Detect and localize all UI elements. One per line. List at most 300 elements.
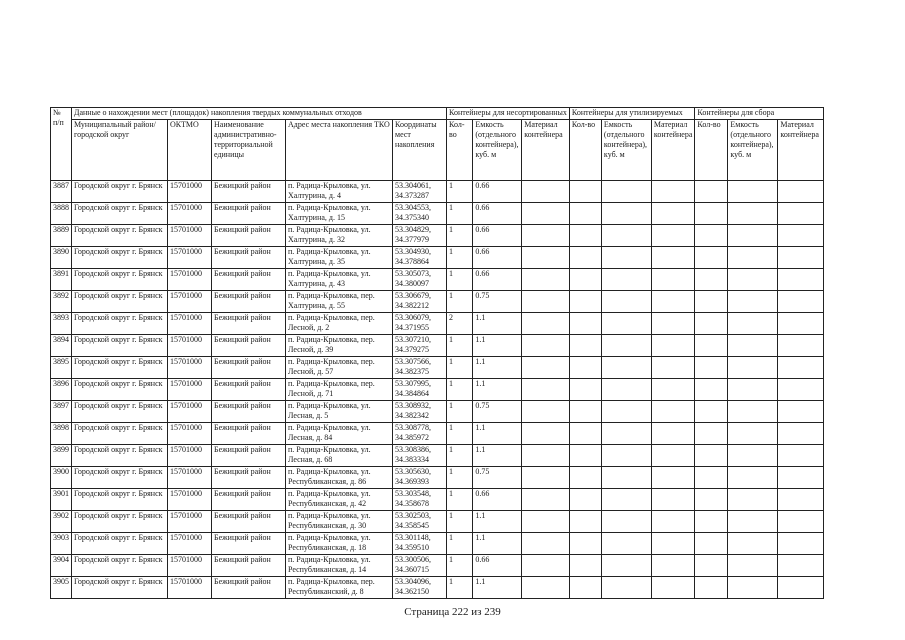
cell-empty (569, 445, 601, 467)
header-capacity: Емкость (отдельного контейнера), куб. м (473, 120, 522, 181)
cell-empty (695, 181, 728, 203)
cell-empty (569, 401, 601, 423)
cell-empty (601, 181, 651, 203)
cell-coords: 53.305630, 34.369393 (393, 467, 447, 489)
cell-empty (728, 423, 778, 445)
cell-empty (601, 225, 651, 247)
cell-count: 1 (447, 401, 473, 423)
cell-empty (651, 577, 694, 599)
cell-district: Городской округ г. Брянск (72, 467, 168, 489)
table-row (51, 181, 824, 203)
cell-empty (601, 401, 651, 423)
cell-empty (651, 489, 694, 511)
cell-coords: 53.305073, 34.380097 (393, 269, 447, 291)
table-row (51, 577, 824, 599)
table-row (51, 247, 824, 269)
cell-oktmo: 15701000 (168, 489, 212, 511)
cell-oktmo: 15701000 (168, 357, 212, 379)
cell-empty (522, 225, 570, 247)
cell-empty (695, 445, 728, 467)
cell-count: 1 (447, 533, 473, 555)
cell-count: 1 (447, 555, 473, 577)
cell-district: Городской округ г. Брянск (72, 225, 168, 247)
cell-district: Городской округ г. Брянск (72, 555, 168, 577)
cell-num: 3903 (51, 533, 72, 555)
cell-num: 3892 (51, 291, 72, 313)
cell-oktmo: 15701000 (168, 225, 212, 247)
cell-empty (522, 357, 570, 379)
cell-oktmo: 15701000 (168, 181, 212, 203)
cell-empty (728, 511, 778, 533)
cell-count: 1 (447, 489, 473, 511)
cell-empty (522, 291, 570, 313)
cell-capacity: 0.66 (473, 555, 522, 577)
cell-empty (601, 357, 651, 379)
cell-empty (522, 269, 570, 291)
cell-empty (651, 291, 694, 313)
cell-coords: 53.308932, 34.382342 (393, 401, 447, 423)
cell-empty (695, 335, 728, 357)
cell-empty (601, 313, 651, 335)
cell-empty (569, 467, 601, 489)
cell-oktmo: 15701000 (168, 445, 212, 467)
table-row (51, 445, 824, 467)
cell-empty (569, 555, 601, 577)
cell-address: п. Радица-Крыловка, пер. Лесной, д. 71 (286, 379, 393, 401)
cell-num: 3888 (51, 203, 72, 225)
cell-empty (778, 225, 824, 247)
cell-num: 3905 (51, 577, 72, 599)
cell-empty (695, 423, 728, 445)
cell-empty (695, 203, 728, 225)
cell-address: п. Радица-Крыловка, ул. Республиканская, д. 42 (286, 489, 393, 511)
cell-empty (695, 401, 728, 423)
cell-empty (728, 181, 778, 203)
cell-district: Городской округ г. Брянск (72, 379, 168, 401)
cell-district: Городской округ г. Брянск (72, 313, 168, 335)
cell-empty (569, 313, 601, 335)
cell-empty (695, 533, 728, 555)
cell-empty (601, 423, 651, 445)
cell-empty (778, 533, 824, 555)
cell-empty (728, 577, 778, 599)
cell-empty (522, 247, 570, 269)
header-oktmo: ОКТМО (168, 120, 212, 181)
cell-empty (522, 577, 570, 599)
cell-capacity: 0.75 (473, 401, 522, 423)
cell-count: 1 (447, 357, 473, 379)
cell-empty (651, 467, 694, 489)
cell-empty (651, 357, 694, 379)
cell-oktmo: 15701000 (168, 247, 212, 269)
cell-capacity: 0.75 (473, 291, 522, 313)
cell-oktmo: 15701000 (168, 467, 212, 489)
cell-empty (601, 489, 651, 511)
cell-count: 1 (447, 269, 473, 291)
cell-address: п. Радица-Крыловка, пер. Лесной, д. 2 (286, 313, 393, 335)
cell-empty (728, 269, 778, 291)
cell-empty (778, 379, 824, 401)
cell-district: Городской округ г. Брянск (72, 489, 168, 511)
cell-count: 1 (447, 423, 473, 445)
cell-admin: Бежицкий район (212, 489, 286, 511)
cell-oktmo: 15701000 (168, 313, 212, 335)
header-capacity-3: Емкость (отдельного контейнера), куб. м (728, 120, 778, 181)
cell-oktmo: 15701000 (168, 577, 212, 599)
cell-empty (522, 203, 570, 225)
cell-num: 3901 (51, 489, 72, 511)
cell-empty (569, 269, 601, 291)
cell-oktmo: 15701000 (168, 203, 212, 225)
cell-empty (728, 357, 778, 379)
cell-district: Городской округ г. Брянск (72, 533, 168, 555)
cell-empty (601, 511, 651, 533)
cell-empty (778, 181, 824, 203)
cell-empty (601, 533, 651, 555)
cell-empty (651, 335, 694, 357)
cell-empty (601, 269, 651, 291)
header-admin: Наименование административно-территориальной единицы (212, 120, 286, 181)
cell-empty (728, 313, 778, 335)
cell-address: п. Радица-Крыловка, пер. Лесной, д. 57 (286, 357, 393, 379)
cell-address: п. Радица-Крыловка, ул. Республиканская, д. 18 (286, 533, 393, 555)
cell-count: 1 (447, 225, 473, 247)
cell-capacity: 1.1 (473, 357, 522, 379)
cell-capacity: 0.66 (473, 247, 522, 269)
cell-empty (569, 379, 601, 401)
cell-district: Городской округ г. Брянск (72, 335, 168, 357)
cell-district: Городской округ г. Брянск (72, 401, 168, 423)
cell-coords: 53.307210, 34.379275 (393, 335, 447, 357)
cell-coords: 53.304061, 34.373287 (393, 181, 447, 203)
cell-num: 3894 (51, 335, 72, 357)
cell-address: п. Радица-Крыловка, ул. Республиканская, д. 14 (286, 555, 393, 577)
cell-oktmo: 15701000 (168, 533, 212, 555)
cell-oktmo: 15701000 (168, 291, 212, 313)
cell-district: Городской округ г. Брянск (72, 181, 168, 203)
cell-empty (522, 533, 570, 555)
table-row (51, 357, 824, 379)
cell-empty (601, 555, 651, 577)
table-row (51, 423, 824, 445)
cell-oktmo: 15701000 (168, 423, 212, 445)
cell-empty (651, 533, 694, 555)
cell-empty (695, 489, 728, 511)
cell-address: п. Радица-Крыловка, ул. Халтурина, д. 4 (286, 181, 393, 203)
cell-oktmo: 15701000 (168, 379, 212, 401)
cell-empty (728, 445, 778, 467)
header-group-collection: Контейнеры для сбора (695, 108, 824, 120)
cell-num: 3887 (51, 181, 72, 203)
cell-empty (569, 511, 601, 533)
cell-address: п. Радица-Крыловка, ул. Лесная, д. 5 (286, 401, 393, 423)
cell-oktmo: 15701000 (168, 269, 212, 291)
cell-empty (522, 401, 570, 423)
cell-empty (778, 313, 824, 335)
cell-count: 1 (447, 511, 473, 533)
cell-address: п. Радица-Крыловка, ул. Халтурина, д. 32 (286, 225, 393, 247)
table-row (51, 511, 824, 533)
header-num: № п/п (51, 108, 72, 181)
cell-district: Городской округ г. Брянск (72, 511, 168, 533)
cell-empty (601, 203, 651, 225)
header-coords: Координаты мест накопления (393, 120, 447, 181)
cell-empty (522, 489, 570, 511)
cell-count: 2 (447, 313, 473, 335)
cell-admin: Бежицкий район (212, 533, 286, 555)
cell-empty (728, 247, 778, 269)
header-count-2: Кол-во (569, 120, 601, 181)
cell-empty (522, 555, 570, 577)
cell-empty (695, 313, 728, 335)
cell-empty (522, 511, 570, 533)
table-row (51, 203, 824, 225)
header-group-unsorted: Контейнеры для несортированных (447, 108, 570, 120)
header-row-columns (51, 120, 824, 181)
cell-num: 3897 (51, 401, 72, 423)
header-material-3: Материал контейнера (778, 120, 824, 181)
cell-empty (778, 335, 824, 357)
cell-num: 3904 (51, 555, 72, 577)
cell-empty (522, 423, 570, 445)
cell-empty (569, 577, 601, 599)
cell-admin: Бежицкий район (212, 247, 286, 269)
header-group-location: Данные о нахождении мест (площадок) накопления твердых коммунальных отходов (72, 108, 447, 120)
cell-empty (728, 291, 778, 313)
cell-count: 1 (447, 577, 473, 599)
cell-empty (569, 247, 601, 269)
cell-empty (651, 269, 694, 291)
table-row (51, 555, 824, 577)
cell-empty (728, 467, 778, 489)
cell-empty (778, 489, 824, 511)
cell-empty (778, 357, 824, 379)
cell-empty (778, 401, 824, 423)
cell-admin: Бежицкий район (212, 555, 286, 577)
cell-empty (651, 555, 694, 577)
cell-num: 3899 (51, 445, 72, 467)
cell-coords: 53.301148, 34.359510 (393, 533, 447, 555)
cell-capacity: 1.1 (473, 577, 522, 599)
cell-admin: Бежицкий район (212, 511, 286, 533)
cell-coords: 53.304829, 34.377979 (393, 225, 447, 247)
cell-address: п. Радица-Крыловка, пер. Лесной, д. 39 (286, 335, 393, 357)
cell-capacity: 1.1 (473, 379, 522, 401)
cell-empty (569, 533, 601, 555)
cell-coords: 53.307995, 34.384864 (393, 379, 447, 401)
cell-empty (569, 181, 601, 203)
cell-empty (778, 511, 824, 533)
cell-count: 1 (447, 335, 473, 357)
cell-num: 3896 (51, 379, 72, 401)
cell-empty (778, 577, 824, 599)
cell-empty (778, 467, 824, 489)
cell-admin: Бежицкий район (212, 181, 286, 203)
cell-empty (651, 511, 694, 533)
cell-num: 3900 (51, 467, 72, 489)
header-row-groups (51, 108, 824, 120)
cell-empty (569, 423, 601, 445)
cell-admin: Бежицкий район (212, 401, 286, 423)
cell-capacity: 0.66 (473, 489, 522, 511)
cell-empty (601, 379, 651, 401)
cell-address: п. Радица-Крыловка, ул. Халтурина, д. 15 (286, 203, 393, 225)
cell-address: п. Радица-Крыловка, ул. Халтурина, д. 35 (286, 247, 393, 269)
cell-empty (695, 269, 728, 291)
cell-coords: 53.306679, 34.382212 (393, 291, 447, 313)
cell-oktmo: 15701000 (168, 335, 212, 357)
cell-admin: Бежицкий район (212, 269, 286, 291)
cell-empty (695, 511, 728, 533)
cell-num: 3898 (51, 423, 72, 445)
table-row (51, 335, 824, 357)
cell-district: Городской округ г. Брянск (72, 203, 168, 225)
cell-empty (728, 401, 778, 423)
cell-capacity: 1.1 (473, 445, 522, 467)
cell-admin: Бежицкий район (212, 291, 286, 313)
cell-empty (569, 291, 601, 313)
cell-empty (778, 203, 824, 225)
cell-empty (728, 225, 778, 247)
cell-empty (601, 577, 651, 599)
cell-empty (695, 577, 728, 599)
cell-address: п. Радица-Крыловка, ул. Республиканская, д. 86 (286, 467, 393, 489)
cell-district: Городской округ г. Брянск (72, 291, 168, 313)
cell-num: 3893 (51, 313, 72, 335)
cell-empty (651, 445, 694, 467)
header-district: Муниципальный район/городской округ (72, 120, 168, 181)
cell-count: 1 (447, 203, 473, 225)
cell-address: п. Радица-Крыловка, ул. Республиканская, д. 30 (286, 511, 393, 533)
cell-district: Городской округ г. Брянск (72, 357, 168, 379)
cell-admin: Бежицкий район (212, 203, 286, 225)
cell-empty (778, 445, 824, 467)
cell-empty (569, 225, 601, 247)
cell-empty (651, 203, 694, 225)
cell-empty (522, 313, 570, 335)
cell-address: п. Радица-Крыловка, ул. Лесная, д. 84 (286, 423, 393, 445)
cell-coords: 53.300506, 34.360715 (393, 555, 447, 577)
cell-address: п. Радица-Крыловка, пер. Халтурина, д. 55 (286, 291, 393, 313)
header-group-recycling: Контейнеры для утилизируемых (569, 108, 694, 120)
cell-empty (778, 423, 824, 445)
cell-empty (695, 467, 728, 489)
cell-coords: 53.308778, 34.385972 (393, 423, 447, 445)
cell-empty (651, 225, 694, 247)
waste-sites-table (50, 107, 824, 599)
table-row (51, 489, 824, 511)
cell-empty (728, 555, 778, 577)
cell-address: п. Радица-Крыловка, ул. Халтурина, д. 43 (286, 269, 393, 291)
cell-empty (651, 379, 694, 401)
cell-empty (695, 555, 728, 577)
cell-empty (728, 489, 778, 511)
table-row (51, 379, 824, 401)
cell-count: 1 (447, 291, 473, 313)
cell-count: 1 (447, 379, 473, 401)
cell-num: 3889 (51, 225, 72, 247)
cell-empty (695, 291, 728, 313)
cell-oktmo: 15701000 (168, 401, 212, 423)
cell-admin: Бежицкий район (212, 467, 286, 489)
cell-capacity: 0.66 (473, 225, 522, 247)
cell-district: Городской округ г. Брянск (72, 445, 168, 467)
cell-empty (601, 445, 651, 467)
cell-coords: 53.307566, 34.382375 (393, 357, 447, 379)
cell-district: Городской округ г. Брянск (72, 247, 168, 269)
cell-oktmo: 15701000 (168, 511, 212, 533)
cell-empty (601, 335, 651, 357)
cell-num: 3902 (51, 511, 72, 533)
cell-empty (651, 181, 694, 203)
table-row (51, 291, 824, 313)
cell-empty (651, 247, 694, 269)
cell-admin: Бежицкий район (212, 335, 286, 357)
table-row (51, 467, 824, 489)
cell-empty (601, 247, 651, 269)
cell-coords: 53.304930, 34.378864 (393, 247, 447, 269)
cell-count: 1 (447, 467, 473, 489)
table-row (51, 269, 824, 291)
cell-admin: Бежицкий район (212, 313, 286, 335)
header-count-3: Кол-во (695, 120, 728, 181)
cell-empty (695, 225, 728, 247)
cell-capacity: 1.1 (473, 335, 522, 357)
cell-empty (778, 247, 824, 269)
cell-capacity: 1.1 (473, 313, 522, 335)
cell-num: 3895 (51, 357, 72, 379)
cell-empty (601, 467, 651, 489)
cell-empty (522, 467, 570, 489)
cell-admin: Бежицкий район (212, 445, 286, 467)
cell-empty (728, 203, 778, 225)
cell-coords: 53.306079, 34.371955 (393, 313, 447, 335)
cell-capacity: 0.66 (473, 203, 522, 225)
cell-empty (569, 335, 601, 357)
cell-empty (569, 489, 601, 511)
cell-district: Городской округ г. Брянск (72, 269, 168, 291)
cell-capacity: 1.1 (473, 423, 522, 445)
table-row (51, 313, 824, 335)
page-number: Страница 222 из 239 (404, 606, 501, 618)
cell-admin: Бежицкий район (212, 423, 286, 445)
cell-address: п. Радица-Крыловка, ул. Лесная, д. 68 (286, 445, 393, 467)
cell-empty (522, 379, 570, 401)
cell-empty (601, 291, 651, 313)
cell-empty (522, 181, 570, 203)
cell-capacity: 1.1 (473, 533, 522, 555)
header-count: Кол-во (447, 120, 473, 181)
header-material-2: Материал контейнера (651, 120, 694, 181)
table-row (51, 401, 824, 423)
cell-count: 1 (447, 445, 473, 467)
cell-count: 1 (447, 181, 473, 203)
cell-coords: 53.304096, 34.362150 (393, 577, 447, 599)
cell-oktmo: 15701000 (168, 555, 212, 577)
cell-capacity: 1.1 (473, 511, 522, 533)
cell-empty (651, 401, 694, 423)
cell-empty (651, 313, 694, 335)
cell-coords: 53.303548, 34.358678 (393, 489, 447, 511)
cell-coords: 53.308386, 34.383334 (393, 445, 447, 467)
cell-admin: Бежицкий район (212, 379, 286, 401)
cell-empty (728, 379, 778, 401)
cell-coords: 53.302503, 34.358545 (393, 511, 447, 533)
cell-capacity: 0.66 (473, 269, 522, 291)
cell-empty (651, 423, 694, 445)
cell-admin: Бежицкий район (212, 577, 286, 599)
cell-empty (728, 533, 778, 555)
